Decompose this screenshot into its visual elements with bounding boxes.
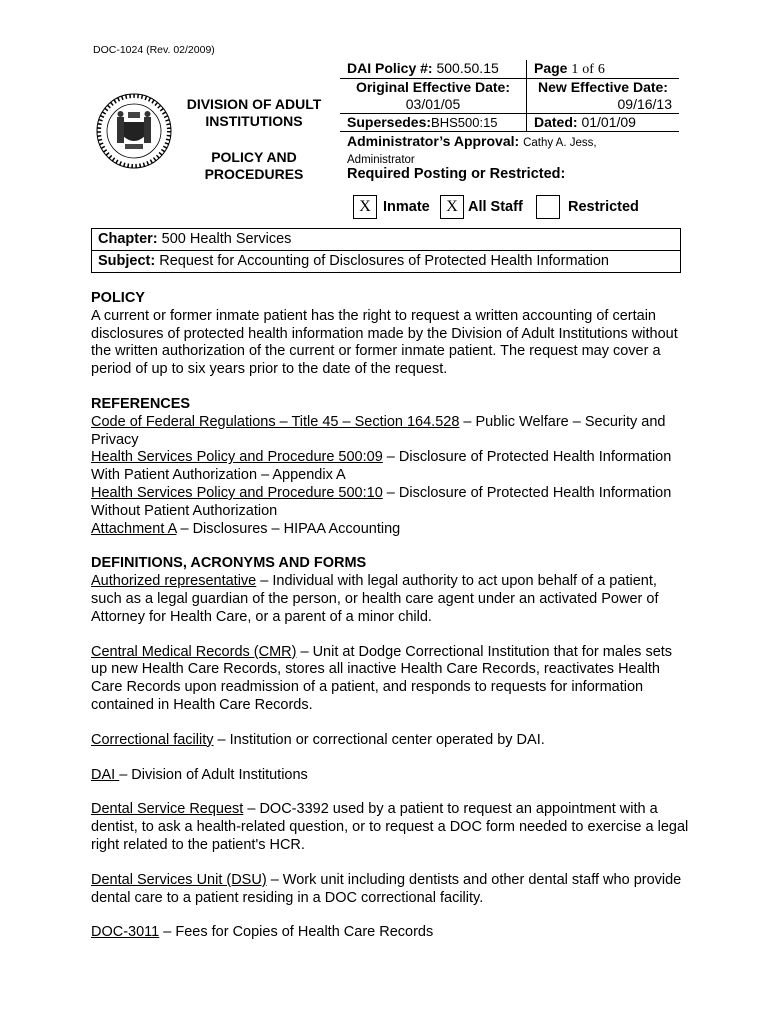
reference-item: Health Services Policy and Procedure 500:10 – Disclosure of Protected Health Information Without Patient Authorization bbox=[91, 484, 672, 519]
dated-cell: Dated: 01/01/09 bbox=[527, 114, 680, 132]
definition-item: Correctional facility – Institution or correctional center operated by DAI. bbox=[91, 731, 545, 748]
definition-term: DOC-3011 bbox=[91, 924, 160, 941]
definition-term: Authorized representative bbox=[91, 573, 257, 590]
definition-term: Dental Services Unit (DSU) bbox=[91, 871, 267, 888]
reference-link[interactable]: Health Services Policy and Procedure 500:09 bbox=[91, 449, 383, 466]
new-effective-date: 09/16/13 bbox=[527, 96, 680, 114]
doc-type-line: PROCEDURES bbox=[204, 166, 304, 182]
definitions-heading: DEFINITIONS, ACRONYMS AND FORMS bbox=[91, 555, 367, 572]
reference-item: Attachment A – Disclosures – HIPAA Accounting bbox=[91, 520, 401, 537]
supersedes-cell: Supersedes:BHS500:15 bbox=[340, 114, 527, 132]
definition-item: Dental Service Request – DOC-3392 used by a patient to request an appointment with a dentist, to ask a health-related question, or to request a DOC form needed to exercise a legal right related to the patient's HCR. bbox=[91, 801, 689, 853]
chapter-row: Chapter: 500 Health Services bbox=[98, 231, 292, 247]
all-staff-label: All Staff bbox=[468, 199, 523, 215]
posting-title: Required Posting or Restricted: bbox=[347, 166, 566, 182]
reference-item: Health Services Policy and Procedure 500:09 – Disclosure of Protected Health Information With Patient Authorization – Appendix A bbox=[91, 449, 672, 484]
definition-item: DAI – Division of Adult Institutions bbox=[91, 766, 308, 783]
reference-link[interactable]: Attachment A bbox=[91, 520, 177, 537]
reference-link[interactable]: Code of Federal Regulations – Title 45 – Section 164.528 bbox=[91, 413, 460, 430]
policy-number-cell: DAI Policy #: 500.50.15 bbox=[340, 60, 527, 79]
form-number: DOC-1024 (Rev. 02/2009) bbox=[93, 44, 215, 56]
inmate-checkbox[interactable]: X bbox=[353, 195, 377, 219]
policy-metadata-table bbox=[340, 60, 679, 132]
definition-term: Central Medical Records (CMR) bbox=[91, 643, 297, 660]
definition-item: Authorized representative – Individual with legal authority to act upon behalf of a patient, such as a legal guardian of the person, or health care agent under an activated Power of Attorney for Health Care, or a parent of a minor child. bbox=[91, 573, 659, 625]
policy-paragraph: A current or former inmate patient has the right to request a written accounting of certain disclosures of protected health information made by the Division of Adult Institutions without the written authorization of the current or former inmate patient. The request may cover a period of up to six years prior to the date of the request. bbox=[91, 307, 678, 378]
original-effective-label: Original Effective Date: bbox=[340, 79, 527, 97]
page-cell: Page 1 of 6 bbox=[527, 60, 680, 79]
definition-term: DAI bbox=[91, 766, 120, 783]
all-staff-checkbox[interactable]: X bbox=[440, 195, 464, 219]
restricted-label: Restricted bbox=[568, 199, 639, 215]
policy-heading: POLICY bbox=[91, 290, 145, 306]
new-effective-label: New Effective Date: bbox=[538, 79, 668, 95]
definition-item: Dental Services Unit (DSU) – Work unit including dentists and other dental staff who provide dental care to a patient residing in a DOC correctional facility. bbox=[91, 871, 682, 906]
chapter-subject-box bbox=[91, 228, 681, 273]
restricted-checkbox[interactable] bbox=[536, 195, 560, 219]
administrator-approval: Administrator’s Approval: Cathy A. Jess, Administrator bbox=[347, 133, 597, 166]
organization-name bbox=[170, 96, 338, 183]
definition-term: Correctional facility bbox=[91, 731, 214, 748]
subject-row: Subject: Request for Accounting of Disclosures of Protected Health Information bbox=[92, 250, 680, 272]
definition-item: DOC-3011 – Fees for Copies of Health Care Records bbox=[91, 924, 434, 941]
original-effective-date: 03/01/05 bbox=[340, 96, 527, 114]
doc-type-line: POLICY AND bbox=[211, 149, 297, 165]
state-seal-logo bbox=[95, 92, 173, 170]
org-line: INSTITUTIONS bbox=[205, 113, 303, 129]
org-line: DIVISION OF ADULT bbox=[186, 96, 322, 112]
definition-term: Dental Service Request bbox=[91, 801, 244, 818]
references-heading: REFERENCES bbox=[91, 395, 191, 412]
inmate-label: Inmate bbox=[383, 199, 430, 215]
reference-item: Code of Federal Regulations – Title 45 – Section 164.528 – Public Welfare – Security and Privacy bbox=[91, 413, 666, 448]
definition-item: Central Medical Records (CMR) – Unit at Dodge Correctional Institution that for males sets up new Health Care Records, stores all inactive Health Care Records, reactivates Health Care Records upon readmission of a patient, and responds to requests for information contained in Health Care Records. bbox=[91, 643, 673, 713]
reference-link[interactable]: Health Services Policy and Procedure 500:10 bbox=[91, 484, 383, 501]
document-body bbox=[91, 290, 691, 942]
